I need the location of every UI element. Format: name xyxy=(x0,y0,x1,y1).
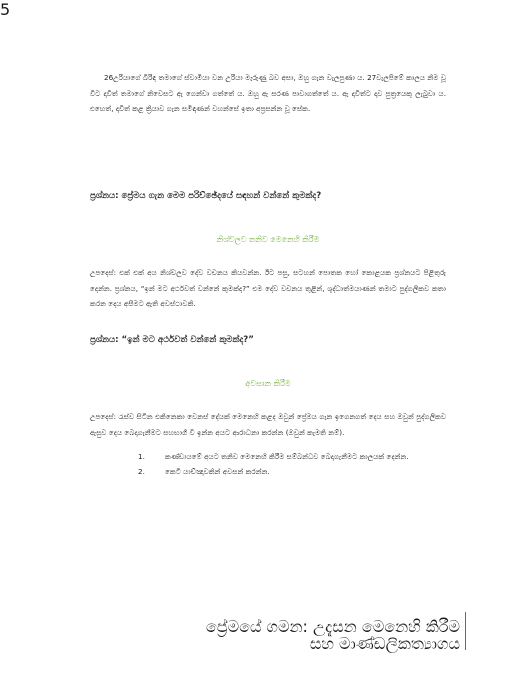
page-number: 5 xyxy=(0,0,11,19)
footer-title-line2: සහ මාණ්ඩලිකත්‍යාගය xyxy=(309,634,460,653)
list-item-text: කෙටි යාච්ඤාවකින් අවසන් කරන්න. xyxy=(165,467,270,476)
closing-steps-list xyxy=(138,449,438,479)
instructions-paragraph-closing: උපදෙස්: රැස්ව සිටින එකිනෙකා වෙනස් දේයක් මෙනෙහි කළද ඔවුන් ප්‍රේමය ගැන ඉගෙනගත් දෙය සහ ඔවුන් පුද්ගලිකව ඇසුව දෙය බෙදාගැනීමට සහභාගී වී ඉන්න අයට ආරාධනා කරන්න (ඔවුන් කැමති නම්). xyxy=(90,412,446,437)
instructions-paragraph-individual: උපදෙස්: එක් එක් අය නිශ්චලව දේව වචනය කියවන්න. ඊට පසු, සටහන් පොතක හෝ කොළයක ප්‍රශ්නයට පිළිතුරු දෙන්න. ප්‍රශ්නය, “ඉන් මට අර්ථවත් වන්නේ කුමක්ද?” එම දේව වචනය තුළින්, ශුද්ධාත්මයාණන් තමාට පුද්ගලිකව කතා කරන දෙය අසීමට ඇති අවස්ථාවකි. xyxy=(90,268,446,308)
question-meaning: ප්‍රශ්නය: “ඉන් මට අර්ථවත් වන්නේ කුමක්ද?” xyxy=(90,335,254,345)
list-item xyxy=(138,464,438,479)
footer-title-line1: ප්‍රේමයේ ගමන: උදැසන මෙනෙහි කිරීම xyxy=(205,617,460,636)
question-love-chapter: ප්‍රශ්නය: ප්‍රේමය ගැන මෙම පරිච්ඡේදයේ සඳහන් වන්නේ කුමක්ද? xyxy=(90,191,322,201)
list-item-number: 2. xyxy=(138,467,145,476)
list-item xyxy=(138,449,438,464)
section-heading-closing: අවසාන කිරීම xyxy=(245,379,291,388)
list-item-text: කණ්ඩායමේ අයට තනිව මෙනෙහි කිරීම සම්බන්ධව බෙදාගැනීමට කාලයක් දෙන්න. xyxy=(165,452,409,461)
intro-paragraph: 26උරියාගේ බිරිඳ තමාගේ ස්වාමියා වන උරියා මැරුණු බව අසා, ඔහු ගැන වැලපුණා ය. 27වැලපීමේ කාලය නිම වූ විට දාවිත් තමාගේ නිවෙසට ඇ ගෙන්වා ගත්තේ ය. ඔහු ඇ සරණ පාවාගත්තේ ය. ඇ දාවිත්ට දාව පුත්‍රයෙකු ලැබුවා ය. එහෙත්, දාවිත් කළ ක්‍රියාව ගැන සමිඳාණන් වහන්සේ ඉතා අප්‍රසන්න වූ සේක. xyxy=(90,73,446,113)
section-heading-individual-meditation: නිශ්චලව තනිව මෙනෙහි කිරීම xyxy=(216,235,320,244)
list-item-number: 1. xyxy=(138,452,145,461)
footer-divider xyxy=(465,612,466,650)
